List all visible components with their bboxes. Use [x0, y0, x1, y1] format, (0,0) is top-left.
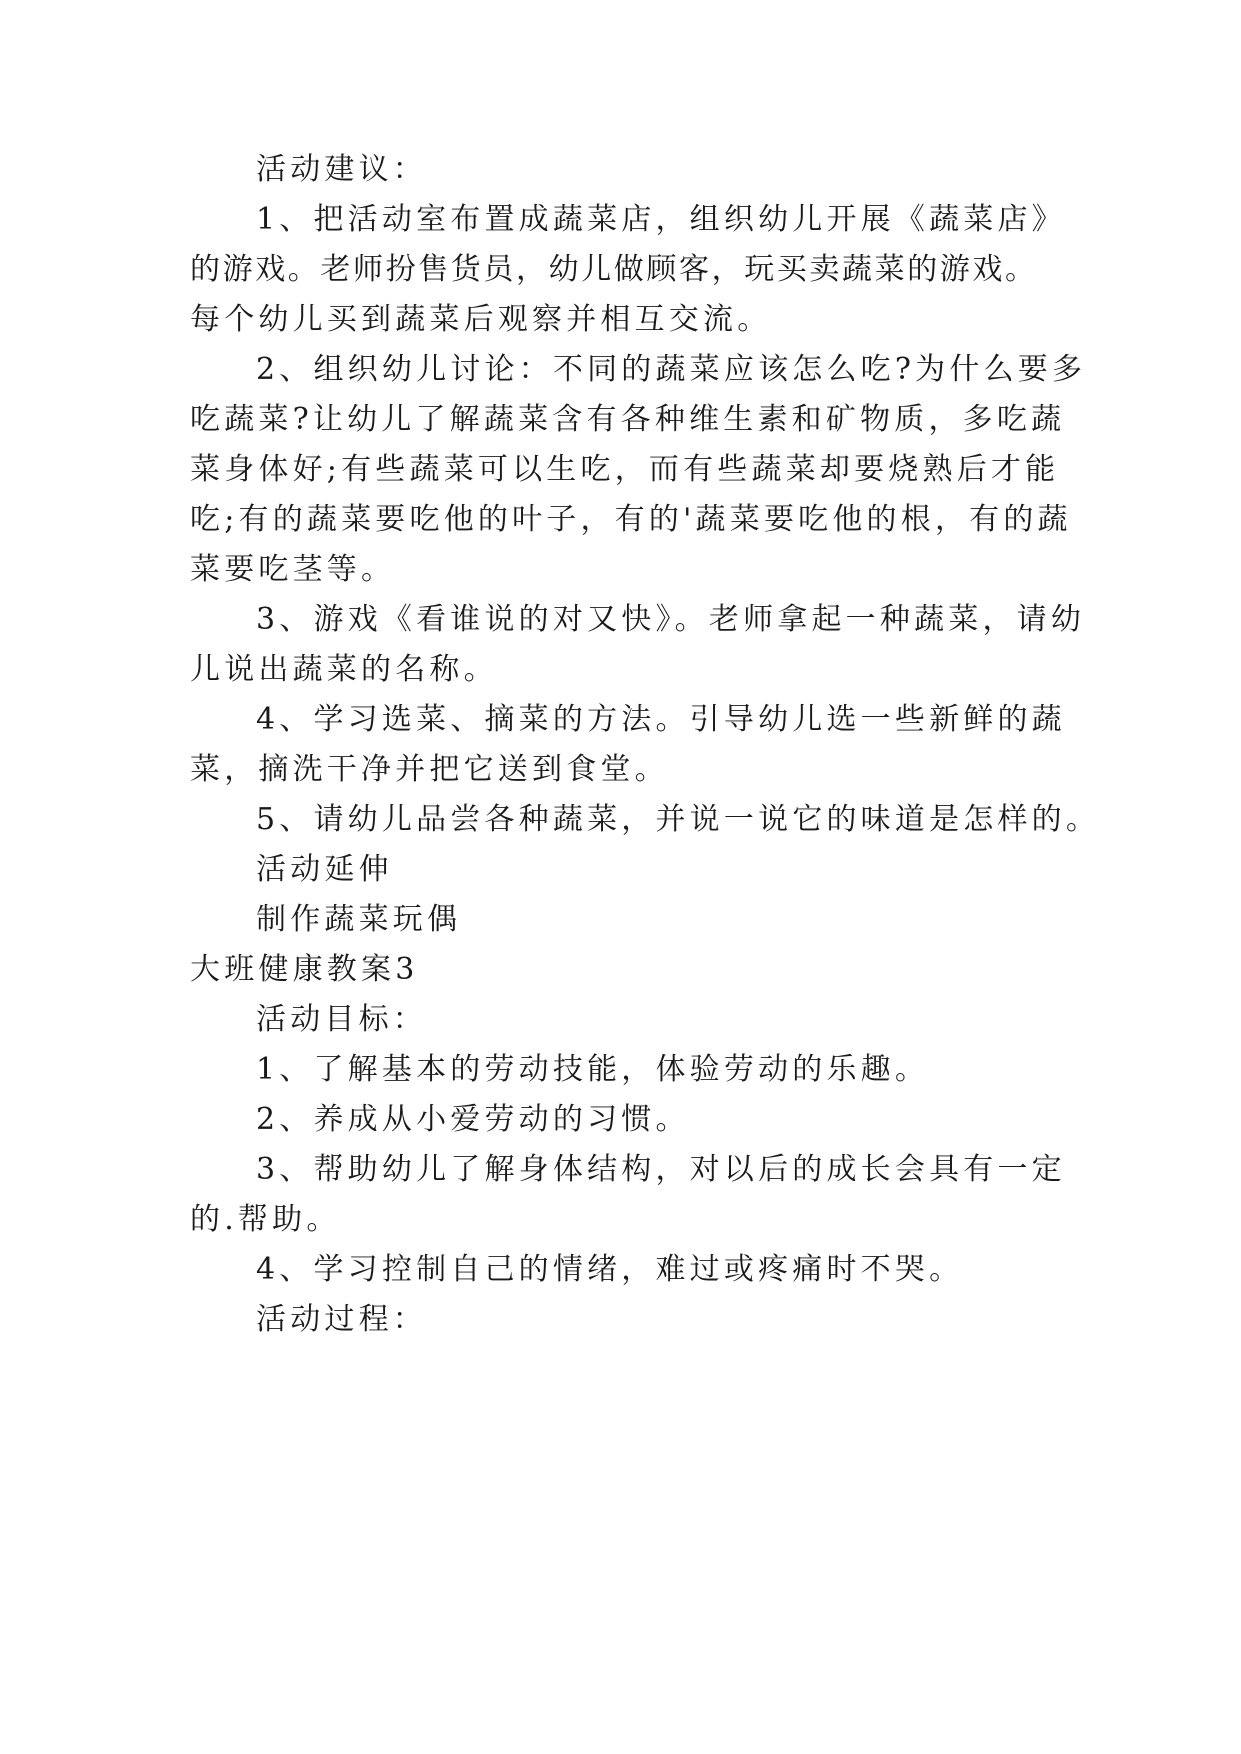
paragraph-line: 的.帮助。	[190, 1202, 341, 1237]
paragraph-line: 菜，摘洗干净并把它送到食堂。	[190, 752, 669, 787]
heading-activity-suggestions: 活动建议：	[256, 152, 427, 187]
paragraph-line: 菜要吃茎等。	[190, 552, 396, 587]
paragraph-line: 吃蔬菜?让幼儿了解蔬菜含有各种维生素和矿物质，多吃蔬	[190, 402, 1066, 437]
paragraph-line: 1、把活动室布置成蔬菜店，组织幼儿开展《蔬菜店》	[256, 202, 1066, 237]
paragraph-line: 制作蔬菜玩偶	[256, 902, 462, 937]
paragraph-line: 儿说出蔬菜的名称。	[190, 652, 498, 687]
paragraph-line: 吃;有的蔬菜要吃他的叶子，有的'蔬菜要吃他的根，有的蔬	[190, 502, 1072, 537]
paragraph-line: 3、游戏《看谁说的对又快》。老师拿起一种蔬菜，请幼	[256, 602, 1086, 637]
paragraph-line: 每个幼儿买到蔬菜后观察并相互交流。	[190, 302, 772, 337]
paragraph-line: 4、学习选菜、摘菜的方法。引导幼儿选一些新鲜的蔬	[256, 702, 1066, 737]
heading-activity-process: 活动过程：	[256, 1302, 427, 1337]
paragraph-line: 3、帮助幼儿了解身体结构，对以后的成长会具有一定	[256, 1152, 1066, 1187]
paragraph-line: 2、组织幼儿讨论：不同的蔬菜应该怎么吃?为什么要多	[256, 352, 1087, 387]
paragraph-line: 的游戏。老师扮售货员，幼儿做顾客，玩买卖蔬菜的游戏。	[190, 252, 1038, 287]
paragraph-line: 菜身体好;有些蔬菜可以生吃，而有些蔬菜却要烧熟后才能	[190, 452, 1060, 487]
section-title: 大班健康教案3	[190, 952, 419, 987]
paragraph-line: 5、请幼儿品尝各种蔬菜，并说一说它的味道是怎样的。	[256, 802, 1101, 837]
paragraph-line: 2、养成从小爱劳动的习惯。	[256, 1102, 690, 1137]
paragraph-line: 4、学习控制自己的情绪，难过或疼痛时不哭。	[256, 1252, 964, 1287]
heading-activity-goals: 活动目标：	[256, 1002, 427, 1037]
paragraph-line: 1、了解基本的劳动技能，体验劳动的乐趣。	[256, 1052, 930, 1087]
heading-activity-extension: 活动延伸	[256, 852, 393, 887]
